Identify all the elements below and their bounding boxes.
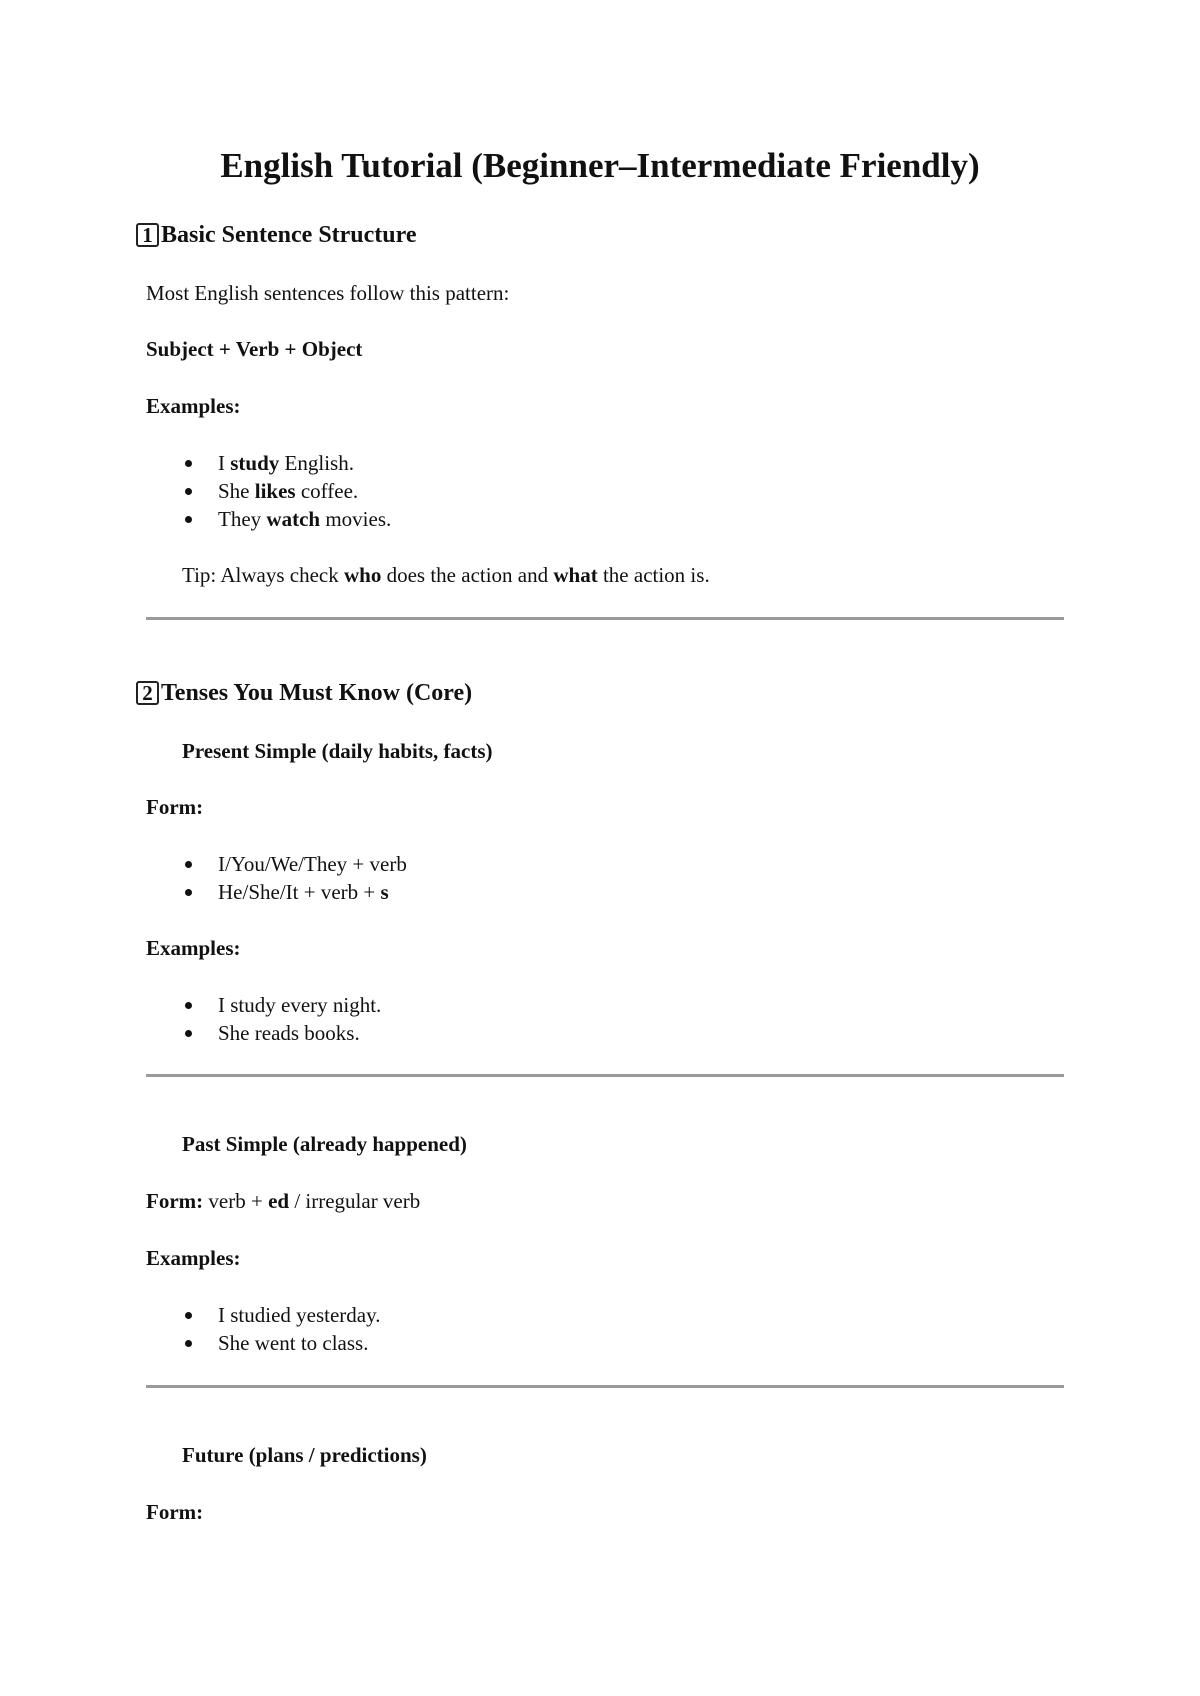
divider (146, 1385, 1064, 1388)
examples-label: Examples: (146, 1246, 241, 1270)
bullet-icon (185, 889, 192, 896)
list-item: She likes coffee. (146, 477, 391, 505)
list-item: She went to class. (146, 1329, 381, 1357)
section-2-heading (136, 678, 472, 708)
tip-text: Tip: Always check who does the action and what the action is. (182, 563, 710, 587)
past-simple-heading: Past Simple (already happened) (182, 1132, 467, 1156)
bullet-icon (185, 861, 192, 868)
list-item: I/You/We/They + verb (146, 850, 407, 878)
examples-label: Examples: (146, 936, 241, 960)
divider (146, 1074, 1064, 1077)
bullet-icon (185, 1312, 192, 1319)
divider (146, 617, 1064, 620)
past-examples-list (146, 1301, 381, 1357)
section-1-title: Basic Sentence Structure (161, 222, 417, 248)
section-1-examples-list (146, 449, 391, 533)
list-item: I studied yesterday. (146, 1301, 381, 1329)
section-2-title: Tenses You Must Know (Core) (161, 680, 473, 706)
bullet-icon (185, 488, 192, 495)
present-form-list (146, 850, 407, 906)
list-item: I study every night. (146, 991, 381, 1019)
present-simple-heading: Present Simple (daily habits, facts) (182, 739, 493, 763)
list-item: He/She/It + verb + s (146, 878, 407, 906)
list-item: They watch movies. (146, 505, 391, 533)
sentence-pattern: Subject + Verb + Object (146, 337, 363, 361)
bullet-icon (185, 1002, 192, 1009)
section-number-badge: 2 (136, 681, 159, 705)
examples-label: Examples: (146, 394, 241, 418)
section-1-intro: Most English sentences follow this pattern: (146, 281, 510, 305)
bullet-icon (185, 460, 192, 467)
past-form-line: Form: verb + ed / irregular verb (146, 1189, 421, 1213)
document-title: English Tutorial (Beginner–Intermediate Friendly) (220, 146, 980, 185)
section-1-heading (136, 220, 417, 250)
form-label: Form: (146, 1500, 204, 1524)
list-item: I study English. (146, 449, 391, 477)
bullet-icon (185, 516, 192, 523)
list-item: She reads books. (146, 1019, 381, 1047)
bullet-icon (185, 1030, 192, 1037)
bullet-icon (185, 1340, 192, 1347)
future-heading: Future (plans / predictions) (182, 1443, 427, 1467)
present-examples-list (146, 991, 381, 1047)
form-label: Form: (146, 795, 204, 819)
section-number-badge: 1 (136, 223, 159, 247)
